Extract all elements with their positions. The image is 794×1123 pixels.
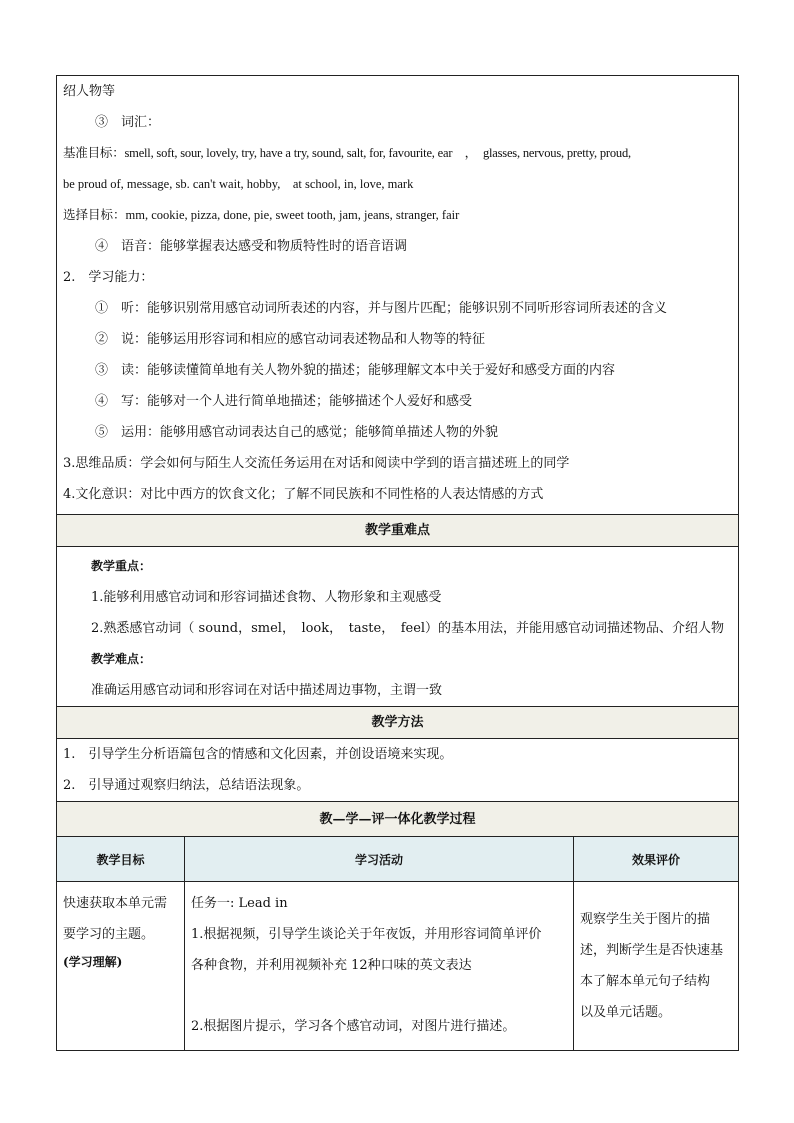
activity-line-3: 各种食物，并利用视频补充 12种口味的英文表达 — [191, 958, 472, 973]
vocab-basic-line-1: 基准目标：smell, soft, sour, lovely, try, have a try, sound, salt, for, favourite, ear ， glasses, nervous, pretty, proud, — [63, 146, 631, 160]
activity-line-4: 2.根据图片提示，学习各个感官动词，对图片进行描述。 — [191, 1019, 516, 1034]
process-column-headers — [57, 837, 739, 882]
writing-objective: ④ 写：能够对一个人进行简单地描述；能够描述个人爱好和感受 — [95, 394, 473, 409]
column-header-evaluation: 效果评价 — [574, 837, 739, 882]
focus-label: 教学重点： — [91, 559, 152, 573]
listening-objective: ① 听：能够识别常用感官动词所表述的内容，并与图片匹配；能够识别不同听形容词所表述的含义 — [95, 301, 668, 316]
key-points-heading: 教学重难点 — [57, 515, 739, 547]
key-points-cell — [57, 547, 739, 707]
reading-objective: ③ 读：能够读懂简单地有关人物外貌的描述；能够理解文本中关于爱好和感受方面的内容 — [95, 363, 616, 378]
focus-item-1: 1.能够利用感官动词和形容词描述食物、人物形象和主观感受 — [91, 590, 442, 605]
goal-cell — [57, 882, 185, 1051]
process-row-1 — [57, 882, 739, 1051]
objectives-row — [57, 76, 739, 515]
key-points-heading-row — [57, 515, 739, 547]
cultural-awareness: 4.文化意识：对比中西方的饮食文化；了解不同民族和不同性格的人表达情感的方式 — [63, 487, 544, 502]
process-heading-row — [57, 802, 739, 837]
difficulty-item-1: 准确运用感官动词和形容词在对话中描述周边事物，主谓一致 — [91, 683, 443, 698]
evaluation-line-1: 观察学生关于图片的描 — [580, 912, 711, 927]
methods-heading-row — [57, 707, 739, 739]
key-points-row — [57, 547, 739, 707]
vocab-basic-line-2: be proud of, message, sb. can't wait, hobby, at school, in, love, mark — [63, 177, 414, 191]
objectives-continued: 绍人物等 — [63, 84, 116, 99]
vocab-heading: ③ 词汇： — [95, 115, 161, 130]
methods-cell — [57, 739, 739, 802]
activity-line-1: 任务一: Lead in — [191, 896, 288, 911]
phonetics-objective: ④ 语音：能够掌握表达感受和物质特性时的语音语调 — [95, 239, 408, 254]
evaluation-line-2: 述，判断学生是否快速基 — [580, 943, 724, 958]
method-item-1: 1. 引导学生分析语篇包含的情感和文化因素，并创设语境来实现。 — [63, 747, 453, 762]
process-heading: 教—学—评一体化教学过程 — [57, 802, 739, 837]
methods-row — [57, 739, 739, 802]
evaluation-cell — [574, 882, 739, 1051]
column-header-goal: 教学目标 — [57, 837, 185, 882]
objectives-cell — [57, 76, 739, 515]
evaluation-line-3: 本了解本单元句子结构 — [580, 974, 711, 989]
activity-line-2: 1.根据视频，引导学生谈论关于年夜饭，并用形容词简单评价 — [191, 927, 542, 942]
difficulty-label: 教学难点： — [91, 652, 152, 666]
vocab-optional: 选择目标：mm, cookie, pizza, done, pie, sweet tooth, jam, jeans, stranger, fair — [63, 208, 460, 222]
lesson-plan-page — [56, 75, 738, 1051]
evaluation-line-4: 以及单元话题。 — [580, 1005, 672, 1020]
learning-ability-heading: 2. 学习能力： — [63, 270, 154, 285]
focus-item-2: 2.熟悉感官动词（ sound，smel， look， taste， feel）的基本用法，并能用感官动词描述物品、介绍人物 — [91, 621, 725, 636]
goal-line-3: (学习理解) — [63, 955, 123, 969]
thinking-quality: 3.思维品质：学会如何与陌生人交流任务运用在对话和阅读中学到的语言描述班上的同学 — [63, 456, 570, 471]
goal-line-2: 要学习的主题。 — [63, 927, 155, 942]
method-item-2: 2. 引导通过观察归纳法，总结语法现象。 — [63, 778, 310, 793]
application-objective: ⑤ 运用：能够用感官动词表达自己的感觉；能够简单描述人物的外貌 — [95, 425, 499, 440]
column-header-activity: 学习活动 — [185, 837, 574, 882]
activity-cell — [185, 882, 574, 1051]
lesson-plan-table — [56, 75, 739, 1051]
methods-heading: 教学方法 — [57, 707, 739, 739]
speaking-objective: ② 说：能够运用形容词和相应的感官动词表述物品和人物等的特征 — [95, 332, 486, 347]
goal-line-1: 快速获取本单元需 — [63, 896, 168, 911]
